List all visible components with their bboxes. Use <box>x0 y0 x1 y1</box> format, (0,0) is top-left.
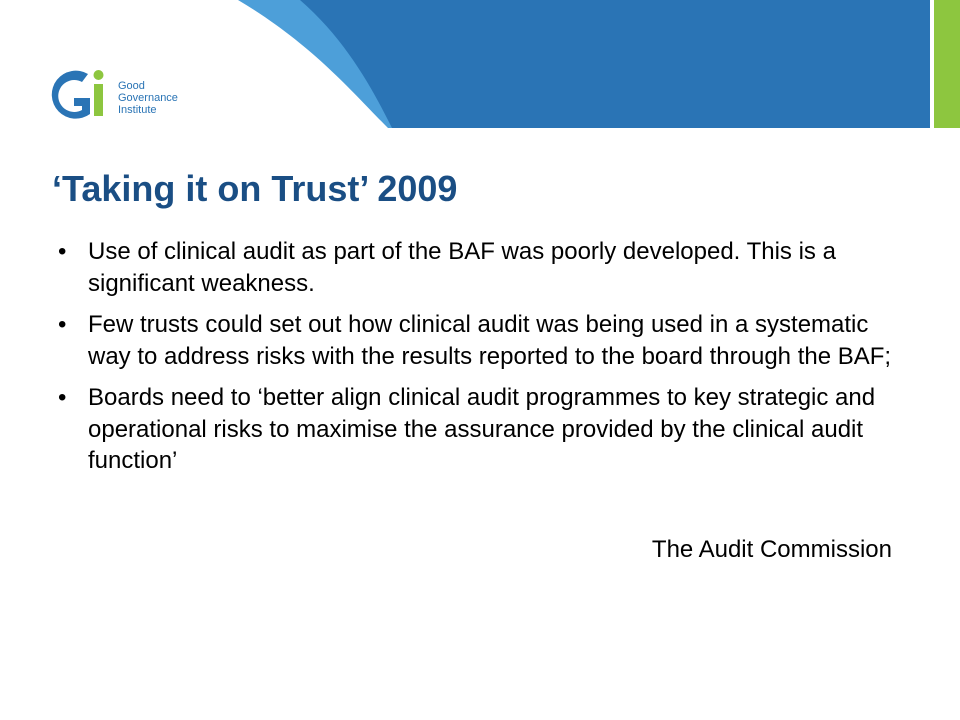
bullet-item <box>52 309 902 372</box>
bullet-list <box>52 236 902 487</box>
bullet-dot-icon: • <box>58 311 67 338</box>
slide-title: ‘Taking it on Trust’ 2009 <box>52 168 458 209</box>
bullet-dot-icon: • <box>58 384 67 411</box>
bullet-item <box>52 236 902 299</box>
bullet-dot-icon: • <box>58 238 67 265</box>
banner-green-bar <box>934 0 960 128</box>
logo-wordmark <box>118 80 178 116</box>
bullet-item <box>52 382 902 477</box>
bullet-text: Use of clinical audit as part of the BAF was poorly developed. This is a significant weakness. <box>88 238 836 297</box>
logo-line-institute: Institute <box>118 104 157 116</box>
attribution: The Audit Commission <box>651 536 892 563</box>
logo-line-good: Good <box>118 80 145 92</box>
logo-line-governance: Governance <box>118 92 178 104</box>
good-governance-institute-logo-icon <box>44 62 114 132</box>
banner-green-gap <box>930 0 934 128</box>
bullet-text: Boards need to ‘better align clinical audit programmes to key strategic and operational risks to maximise the assurance provided by the clinical audit function’ <box>88 384 876 474</box>
banner-swoosh-dark <box>300 0 960 128</box>
bullet-text: Few trusts could set out how clinical audit was being used in a systematic way to address risks with the results reported to the board through the BAF; <box>88 311 892 370</box>
